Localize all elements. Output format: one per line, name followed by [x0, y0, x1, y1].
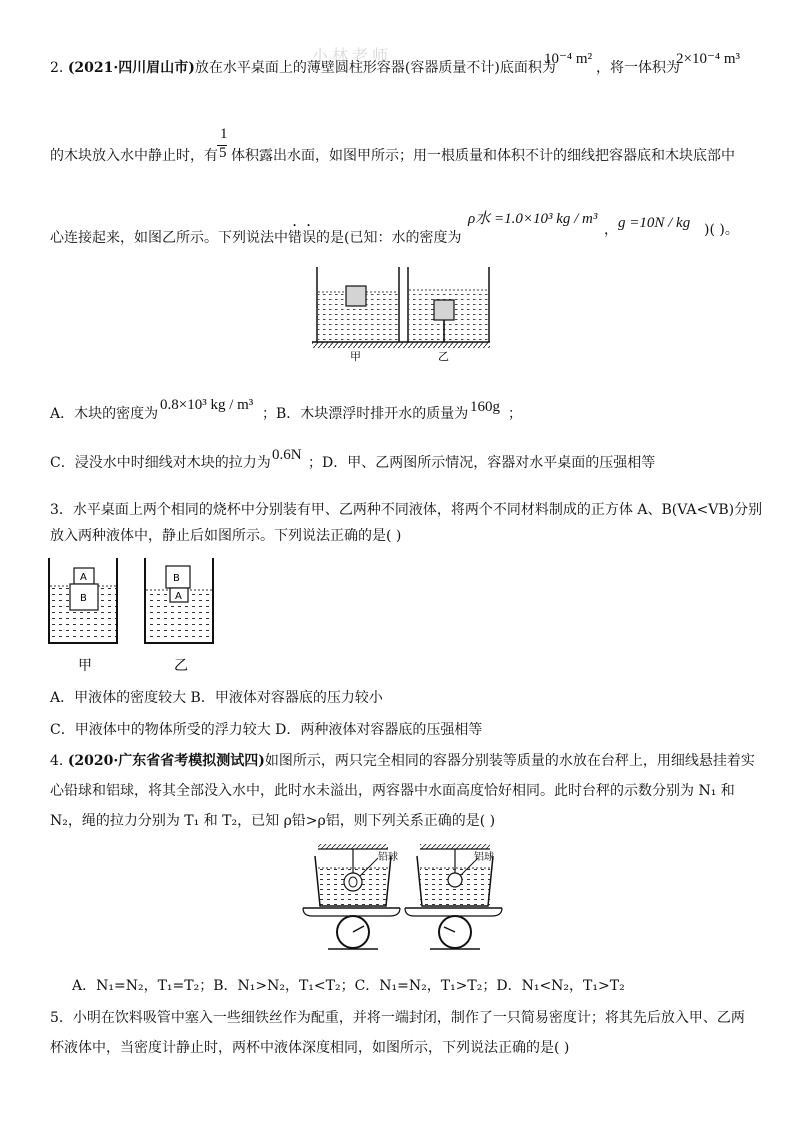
beaker-jia: [49, 558, 117, 643]
q2-source: (2021·四川眉山市): [67, 60, 195, 76]
q2-option-c-value: 0.6N: [272, 447, 302, 463]
wood-block-yi: [434, 300, 454, 320]
q2-line1-mid: ，将一体积为: [596, 60, 680, 76]
q2-emphasis-word: 错误: [288, 230, 316, 246]
q2-option-b-end: ；: [508, 406, 522, 422]
q4-number: 4.: [50, 753, 64, 769]
q2-text: 放在水平桌面上的薄壁圆柱形容器(容器质量不计)底面积为: [194, 60, 556, 76]
q2-option-a: A．木块的密度为: [50, 406, 159, 422]
q2-option-a-value: 0.8×10³ kg / m³: [160, 397, 254, 413]
q2-option-c: C．浸没水中时细线对木块的拉力为: [50, 455, 271, 471]
container-jia: [317, 267, 399, 342]
q2-fraction-denominator: 5: [219, 145, 227, 161]
q2-number: 2.: [50, 60, 64, 76]
q3-figure: [44, 556, 224, 676]
lead-ball: [344, 873, 362, 891]
q2-answer-bracket: )( )。: [704, 222, 739, 238]
q2-area-formula: 10⁻⁴ m²: [544, 51, 593, 67]
label-lead-ball: 铅球: [378, 852, 398, 863]
q2-gravity-value: g =10N / kg: [618, 215, 691, 231]
cube-a-label-jia: A: [80, 572, 87, 583]
apparatus-lead: [303, 844, 400, 949]
q2-line-3: [50, 222, 461, 247]
q2-fraction-numerator: 1: [220, 126, 228, 142]
fig-label-yi: 乙: [438, 350, 449, 363]
q2-water-density: ρ水 =1.0×10³ kg / m³: [468, 211, 598, 227]
q2-line2-b: 体积露出水面，如图甲所示；用一根质量和体积不计的细线把容器底和木块底部中: [231, 148, 735, 164]
q5-line-2: 杯液体中，当密度计静止时，两杯中液体深度相同，如图所示，下列说法正确的是( ): [50, 1040, 570, 1056]
q2-line2-a: 的木块放入水中静止时，有: [50, 148, 218, 164]
q4-line-3: N₂，绳的拉力分别为 T₁ 和 T₂，已知 ρ铅>ρ铝，则下列关系正确的是( ): [50, 813, 496, 829]
q3-options-line-2: C．甲液体中的物体所受的浮力较大 D．两种液体对容器底的压强相等: [50, 722, 483, 738]
q5-line-1: 5．小明在饮料吸管中塞入一些细铁丝作为配重，并将一端封闭，制作了一只简易密度计；将其先后放入甲、乙两: [50, 1010, 745, 1026]
aluminum-ball: [448, 873, 462, 887]
q3-line-2: 放入两种液体中，静止后如图所示。下列说法正确的是( ): [50, 528, 402, 544]
fig-label-jia: 甲: [350, 350, 361, 363]
q3-line-1: 3．水平桌面上两个相同的烧杯中分别装有甲、乙两种不同液体，将两个不同材料制成的正方体 A、B(VA<VB)分别: [50, 502, 763, 518]
wood-block-jia: [346, 286, 366, 306]
cube-a-label-yi: A: [175, 591, 182, 602]
apparatus-aluminum: [405, 844, 502, 949]
cube-b-label-jia: B: [80, 593, 87, 604]
watermark-text: 小林老师: [312, 46, 393, 65]
q4-text: 如图所示，两只完全相同的容器分别装等质量的水放在台秤上，用细线悬挂着实: [264, 753, 755, 769]
q3-options-line-1: A．甲液体的密度较大 B．甲液体对容器底的压力较小: [50, 690, 383, 706]
label-aluminum-ball: 铝球: [474, 852, 494, 863]
q2-line3-a: 心连接起来，如图乙所示。下列说法中: [50, 230, 288, 246]
q4-figure: [298, 842, 506, 952]
q2-option-b-value: 160g: [470, 399, 500, 415]
container-yi: [408, 267, 489, 342]
q4-line-1: [50, 753, 755, 770]
q2-comma: ，: [604, 222, 618, 238]
beaker-yi: [145, 558, 213, 643]
q2-option-d: ；D．甲、乙两图所示情况，容器对水平桌面的压强相等: [308, 455, 656, 471]
q2-line3-b: 的是(已知：水的密度为: [316, 230, 462, 246]
q4-line-2: 心铅球和铝球，将其全部没入水中，此时水未溢出，两容器中水面高度恰好相同。此时台秤的示数分别为 N₁ 和: [50, 783, 735, 799]
q2-line-1: [50, 60, 556, 77]
q2-figure: [310, 262, 490, 367]
q3-fig-label-jia: 甲: [78, 658, 92, 674]
q4-options: A．N₁=N₂，T₁=T₂；B．N₁>N₂，T₁<T₂；C．N₁=N₂，T₁>T₂；D．N₁<N₂，T₁>T₂: [72, 978, 625, 994]
q4-source: (2020·广东省省考模拟测试四): [67, 753, 265, 769]
cube-b-label-yi: B: [173, 573, 180, 584]
q2-volume-formula: 2×10⁻⁴ m³: [676, 51, 741, 67]
q3-fig-label-yi: 乙: [174, 658, 188, 674]
q2-option-b: ；B．木块漂浮时排开水的质量为: [262, 406, 469, 422]
